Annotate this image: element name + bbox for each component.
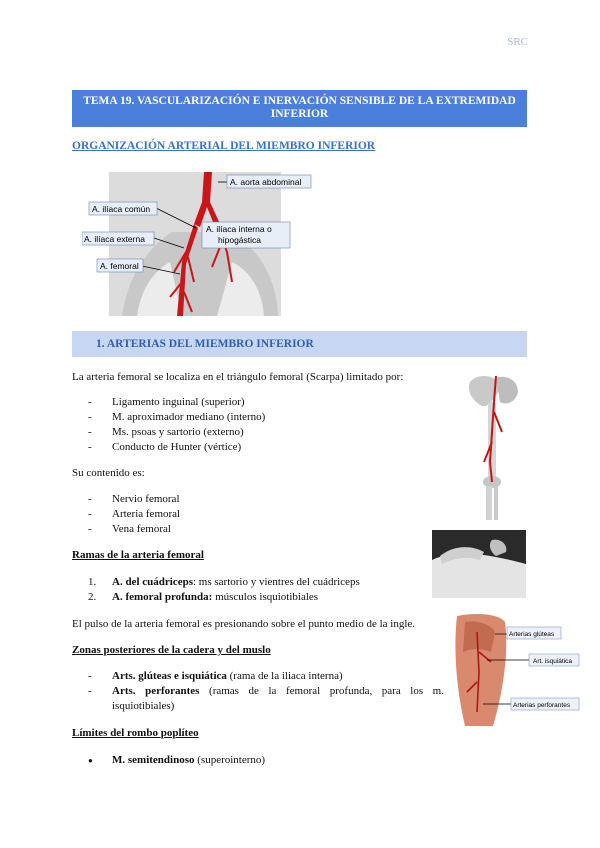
label-iliaca-interna-1: A. ilíaca interna o [206,224,272,234]
list-item [88,425,265,440]
list-marker: - [88,493,92,505]
list-marker: - [88,411,92,423]
topic-title-banner: TEMA 19. VASCULARIZACIÓN E INERVACIÓN SENSIBLE DE LA EXTREMIDAD INFERIOR [72,90,527,127]
arterial-organization-figure [82,172,312,316]
label-iliaca-comun: A. ilíaca común [92,204,151,214]
list-item [88,590,360,605]
list-item-bold: A. del cuádriceps [112,576,193,588]
posterior-thigh-figure [447,612,581,726]
list-item-text: Ms. psoas y sartorio (externo) [112,426,244,438]
list-item-bold: Arts. glúteas e isquiática [112,670,227,682]
list-marker: - [88,523,92,535]
list-item [88,440,265,455]
list-item [88,507,180,522]
label-gluteas: Arterias glúteas [509,631,555,638]
list-marker: 1. [88,576,97,588]
list-item [88,410,265,425]
list-item-text: (superointerno) [194,754,266,766]
list-marker: 2. [88,591,97,603]
label-aorta: A. aorta abdominal [230,177,302,187]
list-item-text: (ramas de la femoral profunda, para los m. isquiotibiales) [112,685,444,712]
list-item [88,575,360,590]
list-item-bold: A. femoral profunda: [112,591,213,603]
org-heading: ORGANIZACIÓN ARTERIAL DEL MIEMBRO INFERIOR [72,140,376,152]
list-item-text: músculos isquiotibiales [212,591,319,603]
rombo-list [88,753,265,768]
list-item-bold: M. semitendinoso [112,754,195,766]
list-item [88,753,265,768]
list-marker: - [88,685,92,697]
limits-list [88,395,265,455]
list-item-text: M. aproximador mediano (interno) [112,411,266,423]
label-iliaca-interna-2: hipogástica [218,235,262,245]
label-femoral: A. femoral [100,261,139,271]
list-marker: - [88,670,92,682]
branches-heading: Ramas de la arteria femoral [72,549,204,561]
pulse-paragraph: El pulso de la arteria femoral es presionando sobre el punto medio de la ingle. [72,618,416,630]
list-item [88,684,444,714]
list-item-text: (rama de la iliaca interna) [226,670,343,682]
list-item-bold: Arts. perforantes [112,685,200,697]
list-item-text: Vena femoral [112,523,171,535]
branches-list [88,575,360,605]
section-1-heading: 1. ARTERIAS DEL MIEMBRO INFERIOR [72,331,527,357]
header-tag: SRC [507,36,528,48]
label-isquiatica: Art. isquiática [533,658,573,665]
list-item [88,522,180,537]
list-item-text: : ms sartorio y vientres del cuádriceps [192,576,360,588]
contents-list [88,492,180,537]
list-item [88,492,180,507]
list-marker: ● [88,756,93,765]
list-item-text: Nervio femoral [112,493,180,505]
list-item [88,395,265,410]
intro-paragraph: La arteria femoral se localiza en el triángulo femoral (Scarpa) limitado por: [72,371,404,383]
list-item [88,669,444,684]
list-marker: - [88,441,92,453]
list-marker: - [88,508,92,520]
leg-skeleton-figure [462,372,526,520]
list-item-text: Ligamento inguinal (superior) [112,396,245,408]
contents-intro: Su contenido es: [72,467,145,479]
posterior-list [88,669,444,714]
label-iliaca-externa: A. ilíaca externa [84,234,145,244]
femoral-pulse-photo [432,530,526,598]
list-marker: - [88,396,92,408]
list-marker: - [88,426,92,438]
rombo-heading: Límites del rombo poplíteo [72,727,199,739]
list-item-text: Arteria femoral [112,508,181,520]
list-item-text: Conducto de Hunter (vértice) [112,441,242,453]
posterior-heading: Zonas posteriores de la cadera y del muslo [72,644,271,656]
label-perforantes: Arterias perforantes [513,702,571,709]
